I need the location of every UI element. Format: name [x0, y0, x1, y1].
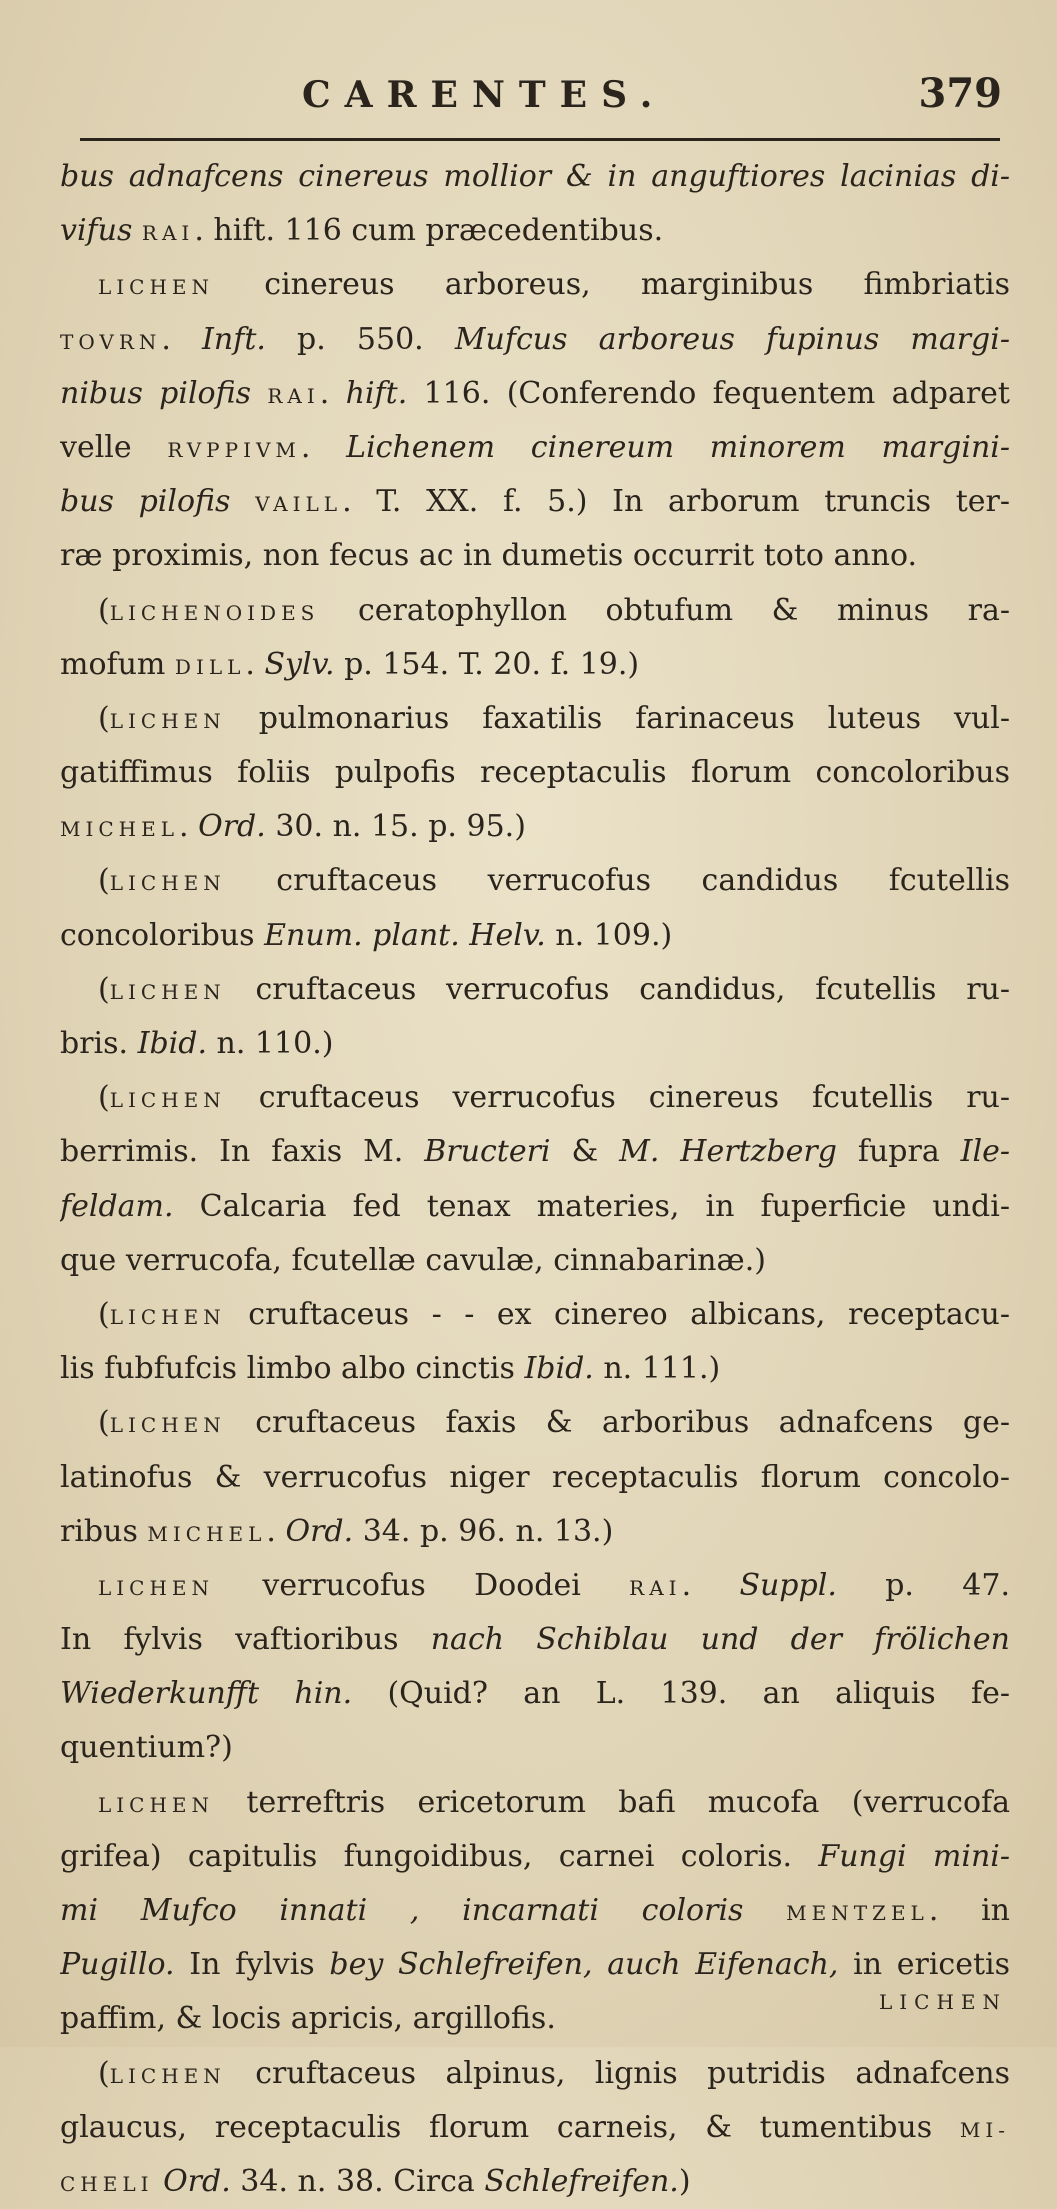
- text-run: ribus: [60, 1513, 148, 1549]
- small-caps-run: LICHEN: [109, 2063, 226, 2088]
- text-run: ): [678, 2163, 691, 2199]
- text-line: [60, 1830, 1010, 1884]
- text-run: 34. p. 96. n. 13.): [353, 1513, 614, 1549]
- text-run: cinereus arboreus, marginibus fimbriatis: [214, 267, 1010, 303]
- text-line: [60, 2101, 1010, 2155]
- text-line: [60, 1180, 1010, 1234]
- text-run: que verrucofa, fcutellæ cavulæ, cinnabarinæ.): [60, 1242, 766, 1278]
- text-line: [60, 1938, 1010, 1992]
- text-run: (: [98, 863, 110, 899]
- text-run: terreftris ericetorum bafi mucofa (verrucofa: [214, 1784, 1010, 1820]
- small-caps-run: MICHEL: [147, 1521, 267, 1546]
- italic-run: Fungi mini-: [818, 1838, 1010, 1874]
- small-caps-run: LICHEN: [109, 1413, 226, 1438]
- small-caps-run: LICHEN: [98, 1575, 215, 1600]
- small-caps-run: LICHEN: [98, 1792, 215, 1817]
- italic-run: bus adnafcens cinereus mollior & in anguftiores lacinias di-: [60, 159, 1010, 194]
- text-line: [60, 1396, 1010, 1450]
- text-line: [60, 1234, 1010, 1288]
- catchword: LICHEN: [878, 1990, 1007, 2014]
- text-run: .: [245, 646, 265, 682]
- text-line: [60, 529, 1010, 583]
- text-run: p. 550.: [265, 321, 455, 357]
- text-run: .: [319, 375, 346, 411]
- small-caps-run: TOVRN: [60, 329, 162, 354]
- text-line: [60, 746, 1010, 800]
- italic-run: Ord.: [198, 809, 266, 845]
- small-caps-run: LICHEN: [109, 708, 226, 733]
- text-line: [60, 1288, 1010, 1342]
- text-run: paffim, & locis apricis, argillofis.: [60, 2001, 556, 2037]
- small-caps-run: MI-: [959, 2117, 1010, 2142]
- text-run: cruftaceus - - ex cinereo albicans, receptacu-: [225, 1296, 1010, 1332]
- text-run: cruftaceus verrucofus candidus fcutellis: [225, 863, 1010, 899]
- text-line: [60, 150, 1010, 204]
- text-run: gatiffimus foliis pulpofis receptaculis florum concoloribus: [60, 755, 1010, 791]
- text-line: [60, 1125, 1010, 1179]
- italic-run: mi Mufco innati , incarnati coloris: [60, 1893, 787, 1928]
- text-run: lis fubfufcis limbo albo cinctis: [60, 1351, 525, 1387]
- text-line: [60, 854, 1010, 908]
- italic-run: Ibid.: [137, 1026, 207, 1061]
- italic-run: hift.: [345, 375, 408, 411]
- italic-run: Enum. plant. Helv.: [264, 917, 546, 953]
- italic-run: bey Schlefreifen, auch Eifenach,: [329, 1947, 839, 1983]
- text-line: [60, 1884, 1010, 1938]
- text-run: .: [161, 321, 203, 357]
- text-run: (: [98, 1296, 110, 1332]
- text-run: n. 110.): [207, 1026, 334, 1061]
- text-run: quentium?): [60, 1730, 233, 1766]
- text-line: [60, 1613, 1010, 1667]
- small-caps-run: LICHENOIDES: [109, 600, 320, 625]
- text-run: (: [98, 1080, 110, 1116]
- text-line: [60, 2155, 1010, 2209]
- text-run: In fylvis: [174, 1947, 330, 1983]
- text-run: Calcaria fed tenax materies, in fuperficie undi-: [173, 1188, 1010, 1224]
- italic-run: Ord.: [163, 2163, 231, 2199]
- text-run: bris.: [60, 1026, 138, 1061]
- small-caps-run: LICHEN: [109, 979, 226, 1004]
- text-line: [60, 1071, 1010, 1125]
- text-run: .: [681, 1567, 740, 1603]
- text-run: .: [179, 809, 199, 845]
- text-line: [60, 692, 1010, 746]
- italic-run: M. Hertzberg: [619, 1134, 837, 1170]
- text-run: in ericetis: [838, 1947, 1010, 1983]
- text-run: . in: [928, 1893, 1010, 1928]
- text-run: . T. XX. f. 5.) In arborum truncis ter-: [342, 484, 1010, 520]
- small-caps-run: RVPPIVM: [167, 437, 301, 462]
- text-run: p. 154. T. 20. f. 19.): [334, 646, 640, 682]
- text-run: berrimis. In faxis M.: [60, 1134, 425, 1170]
- text-line: [60, 800, 1010, 854]
- text-run: velle: [60, 429, 168, 465]
- text-run: 30. n. 15. p. 95.): [265, 809, 526, 845]
- text-line: [60, 1667, 1010, 1721]
- small-caps-run: LICHEN: [98, 275, 215, 300]
- text-run: n. 111.): [593, 1351, 721, 1387]
- text-run: mofum: [60, 646, 175, 682]
- text-run: grifea) capitulis fungoidibus, carnei coloris.: [60, 1838, 819, 1874]
- italic-run: Wiederkunfft hin.: [60, 1676, 353, 1712]
- small-caps-run: CHELI: [60, 2171, 154, 2196]
- small-caps-run: DILL: [174, 654, 246, 679]
- text-run: &: [550, 1134, 620, 1170]
- text-run: 116. (Conferendo fequentem adparet: [407, 375, 1010, 411]
- text-run: . hift. 116 cum præcedentibus.: [194, 213, 664, 249]
- small-caps-run: LICHEN: [109, 1304, 226, 1329]
- text-run: (: [98, 700, 110, 736]
- italic-run: Inft.: [202, 321, 266, 357]
- text-line: [60, 963, 1010, 1017]
- italic-run: Schlefreifen.: [484, 2163, 679, 2199]
- text-line: [60, 1017, 1010, 1071]
- text-line: [60, 421, 1010, 475]
- text-run: In fylvis vaftioribus: [60, 1622, 431, 1658]
- text-line: [60, 367, 1010, 421]
- italic-run: Ibid.: [524, 1351, 594, 1387]
- text-line: [60, 1992, 1010, 2046]
- text-run: cruftaceus faxis & arboribus adnafcens ge-: [225, 1405, 1010, 1441]
- small-caps-run: RAI: [267, 383, 320, 408]
- page-header: [62, 70, 1002, 128]
- text-run: ceratophyllon obtufum & minus ra-: [319, 592, 1010, 628]
- text-line: [60, 1559, 1010, 1613]
- text-run: glaucus, receptaculis florum carneis, & tumentibus: [60, 2109, 960, 2145]
- text-line: [60, 1342, 1010, 1396]
- header-rule: [80, 138, 1000, 141]
- italic-run: nibus pilofis: [60, 375, 268, 411]
- running-title: CARENTES.: [302, 74, 667, 116]
- page-number: 379: [918, 70, 1002, 117]
- small-caps-run: RAI: [629, 1575, 682, 1600]
- text-run: .: [266, 1513, 286, 1549]
- text-run: (Quid? an L. 139. an aliquis fe-: [352, 1676, 1010, 1712]
- small-caps-run: MICHEL: [60, 817, 180, 842]
- text-run: .: [300, 429, 347, 465]
- small-caps-run: VAILL: [255, 492, 343, 517]
- italic-run: Pugillo.: [60, 1947, 175, 1983]
- small-caps-run: MENTZEL: [786, 1901, 929, 1925]
- italic-run: Mufcus arboreus fupinus margi-: [454, 321, 1010, 357]
- text-run: ræ proximis, non fecus ac in dumetis occurrit toto anno.: [60, 538, 918, 574]
- text-run: verrucofus Doodei: [214, 1567, 630, 1603]
- text-line: [60, 1776, 1010, 1830]
- text-run: [154, 2164, 164, 2199]
- body-text: [60, 150, 1010, 2209]
- italic-run: bus pilofis: [60, 484, 256, 520]
- text-run: p. 47.: [836, 1567, 1010, 1603]
- italic-run: Lichenem cinereum minorem margini-: [346, 429, 1010, 465]
- text-line: [60, 475, 1010, 529]
- text-line: [60, 204, 1010, 258]
- text-run: cruftaceus verrucofus candidus, fcutellis ru-: [225, 971, 1010, 1007]
- text-line: [60, 2047, 1010, 2101]
- text-run: (: [98, 971, 110, 1007]
- italic-run: Sylv.: [264, 646, 335, 682]
- text-run: (: [98, 1405, 110, 1441]
- text-run: cruftaceus alpinus, lignis putridis adnafcens: [225, 2055, 1010, 2091]
- text-line: [60, 584, 1010, 638]
- text-run: concoloribus: [60, 917, 265, 953]
- text-run: latinofus & verrucofus niger receptaculis florum concolo-: [60, 1459, 1010, 1495]
- italic-run: nach Schiblau und der frölichen: [430, 1622, 1010, 1658]
- text-line: [60, 638, 1010, 692]
- italic-run: Bructeri: [424, 1134, 551, 1170]
- small-caps-run: RAI: [141, 221, 195, 246]
- italic-run: feldam.: [60, 1188, 174, 1224]
- text-line: [60, 1721, 1010, 1775]
- text-line: [60, 1505, 1010, 1559]
- text-line: [60, 313, 1010, 367]
- text-line: [60, 258, 1010, 312]
- text-run: (: [98, 2055, 110, 2091]
- text-run: fupra: [836, 1134, 961, 1170]
- italic-run: Ord.: [285, 1513, 354, 1549]
- italic-run: vifus: [60, 213, 142, 249]
- text-run: cruftaceus verrucofus cinereus fcutellis ru-: [225, 1080, 1010, 1116]
- text-run: pulmonarius faxatilis farinaceus luteus vul-: [225, 700, 1010, 736]
- text-run: 34. n. 38. Circa: [230, 2163, 485, 2199]
- small-caps-run: LICHEN: [109, 871, 226, 896]
- small-caps-run: LICHEN: [109, 1088, 226, 1113]
- text-run: n. 109.): [545, 917, 673, 953]
- text-line: [60, 1451, 1010, 1505]
- text-run: (: [98, 592, 110, 628]
- italic-run: Suppl.: [739, 1567, 837, 1603]
- text-line: [60, 909, 1010, 963]
- italic-run: Ile-: [960, 1134, 1010, 1170]
